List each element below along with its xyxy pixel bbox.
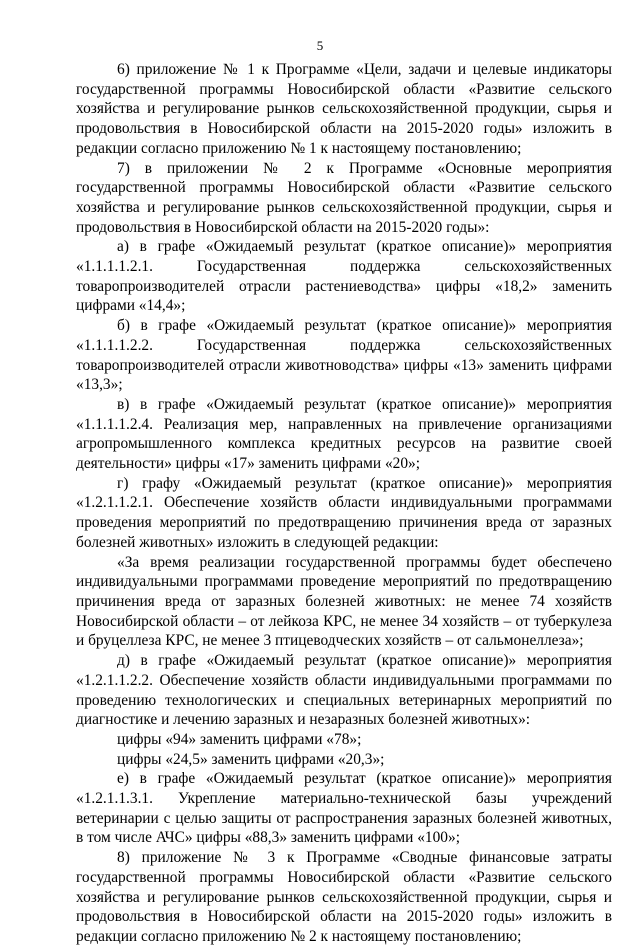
paragraph-subitem-d: д) в графе «Ожидаемый результат (краткое описание)» мероприятия «1.2.1.1.2.2. Обеспечение хозяйств области индивидуальными программами по проведению технологических и специальных ветеринарных мероприятий по диагностике и лечению заразных и незаразных болезней животных»: [76, 652, 612, 729]
page-number: 5 [316, 38, 324, 53]
paragraph-subitem-a: а) в графе «Ожидаемый результат (краткое описание)» мероприятия «1.1.1.1.2.1. Государственная поддержка сельскохозяйственных товаропроизводителей отрасли растениеводства» цифры «18,2» заменить цифрами «14,4»; [76, 238, 612, 315]
paragraph-quoted-text: «За время реализации государственной программы будет обеспечено индивидуальными программами проведение мероприятий по предотвращению причинения вреда от заразных болезней животных: не менее 74 хозяйств Новосибирской области – от лейкоза КРС, не менее 34 хозяйств – от туберкулеза и бруцеллеза КРС, не менее 3 птицеводческих хозяйств – от сальмонеллеза»; [76, 553, 612, 650]
document-body [76, 60, 612, 947]
paragraph-subitem-v: в) в графе «Ожидаемый результат (краткое описание)» мероприятия «1.1.1.1.2.4. Реализация мер, направленных на привлечение организациями агропромышленного комплекса кредитных ресурсов на развитие своей деятельности» цифры «17» заменить цифрами «20»; [76, 395, 612, 473]
paragraph-item-6: 6) приложение № 1 к Программе «Цели, задачи и целевые индикаторы государственной программы Новосибирской области «Развитие сельского хозяйства и регулирование рынков сельскохозяйственной продукции, сырья и продовольствия в Новосибирской области на 2015-2020 годы» изложить в редакции согласно приложению № 1 к настоящему постановлению; [76, 61, 612, 157]
paragraph-subitem-e: е) в графе «Ожидаемый результат (краткое описание)» мероприятия «1.2.1.1.3.1. Укрепление материально-технической базы учреждений ветеринарии с целью защиты от распространения заразных болезней животных, в том числе АЧС» цифры «88,3» заменить цифрами «100»; [76, 770, 612, 847]
paragraph-item-7: 7) в приложении № 2 к Программе «Основные мероприятия государственной программы Новосибирской области «Развитие сельского хозяйства и регулирование рынков сельскохозяйственной продукции, сырья и продовольствия в Новосибирской области на 2015-2020 годы»: [76, 159, 612, 236]
paragraph-subitem-b: б) в графе «Ожидаемый результат (краткое описание)» мероприятия «1.1.1.1.2.2. Государственная поддержка сельскохозяйственных товаропроизводителей отрасли животноводства» цифры «13» заменить цифрами «13,3»; [76, 317, 612, 394]
paragraph-item-8: 8) приложение № 3 к Программе «Сводные финансовые затраты государственной программы Новосибирской области «Развитие сельского хозяйства и регулирование рынков сельскохозяйственной продукции, сырья и продовольствия в Новосибирской области на 2015-2020 годы» изложить в редакции согласно приложению № 2 к настоящему постановлению; [76, 849, 612, 945]
paragraph-replace-24-5: цифры «24,5» заменить цифрами «20,3»; [117, 750, 385, 768]
paragraph-subitem-g: г) графу «Ожидаемый результат (краткое описание)» мероприятия «1.2.1.1.2.1. Обеспечение хозяйств области индивидуальными программами проведения мероприятий по предотвращению причинения вреда от заразных болезней животных» изложить в следующей редакции: [76, 474, 612, 551]
paragraph-replace-94: цифры «94» заменить цифрами «78»; [117, 730, 362, 748]
